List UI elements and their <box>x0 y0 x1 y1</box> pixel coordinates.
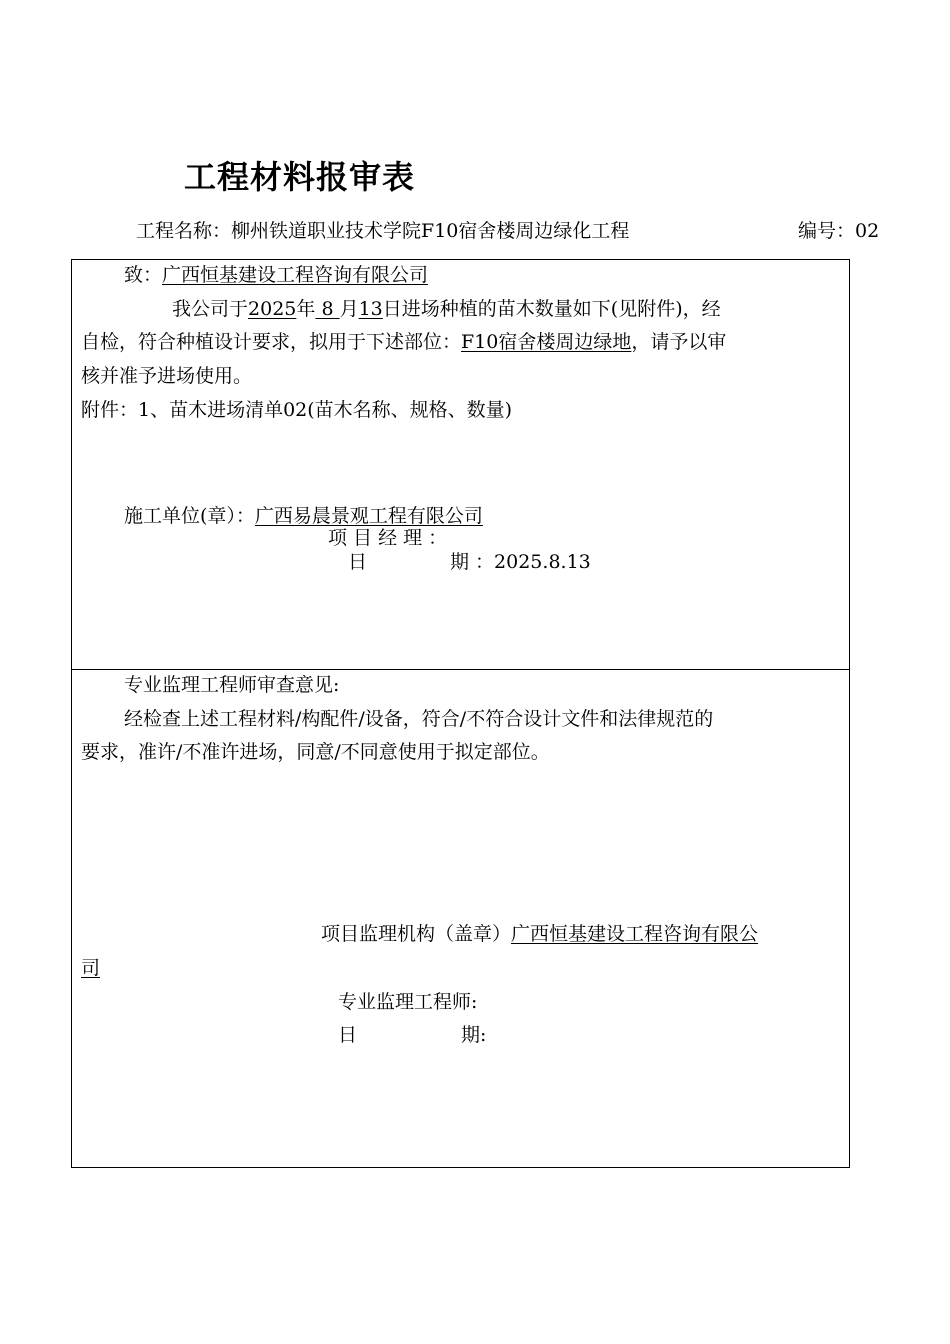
review-date-label-a: 日 <box>338 1024 358 1046</box>
submission-date-line <box>450 547 591 574</box>
submission-paragraph-line-1 <box>172 294 721 321</box>
contractor-label: 施工单位(章）： <box>124 505 255 527</box>
review-paragraph-line-2: 要求，准许/不准许进场，同意/不同意使用于拟定部位。 <box>81 741 550 763</box>
addressee-line <box>124 260 428 287</box>
entry-day: 13 <box>358 298 383 320</box>
project-name-line <box>136 216 629 243</box>
project-name-label: 工程名称： <box>136 220 232 242</box>
year-unit: 年 <box>296 298 316 320</box>
addressee-label: 致： <box>124 264 163 286</box>
submission-date-value: 2025.8.13 <box>494 551 591 573</box>
review-heading: 专业监理工程师审查意见: <box>124 674 340 696</box>
addressee-company: 广西恒基建设工程咨询有限公司 <box>162 264 429 286</box>
form-number-label: 编号： <box>798 220 856 242</box>
entry-month-value: 8 <box>321 298 334 320</box>
form-number-line <box>798 216 879 243</box>
month-unit: 月 <box>339 298 359 320</box>
submission-paragraph-line-2 <box>81 327 726 354</box>
submission-paragraph-line-3: 核并准予进场使用。 <box>81 365 253 387</box>
form-title: 工程材料报审表 <box>184 158 416 196</box>
submission-date-label-a: 日 <box>348 551 368 573</box>
submission-date-label-b: 期 ： <box>450 551 495 573</box>
supervision-org-name-end: 司 <box>81 957 101 979</box>
planting-location: F10宿舍楼周边绿地 <box>461 331 632 353</box>
supervising-engineer-label: 专业监理工程师: <box>338 991 478 1013</box>
review-date-label-b: 期: <box>461 1024 487 1046</box>
attachment-line: 附件：1、苗木进场清单02(苗木名称、规格、数量) <box>81 399 513 421</box>
paragraph-text: 我公司于 <box>172 298 249 320</box>
entry-year: 2025 <box>248 298 297 320</box>
review-paragraph-line-1: 经检查上述工程材料/构配件/设备，符合/不符合设计文件和法律规范的 <box>124 708 714 730</box>
paragraph-text: 自检，符合种植设计要求，拟用于下述部位： <box>81 331 462 353</box>
supervision-org-name-continued <box>81 953 100 980</box>
submission-section <box>71 259 850 670</box>
review-section <box>71 669 850 1168</box>
supervision-org-line <box>321 919 758 946</box>
project-name-value: 柳州铁道职业技术学院F10宿舍楼周边绿化工程 <box>231 220 630 242</box>
supervision-org-name: 广西恒基建设工程咨询有限公 <box>511 923 759 945</box>
supervision-org-label: 项目监理机构（盖章） <box>321 923 512 945</box>
project-manager-label: 项 目 经 理 ： <box>328 527 448 549</box>
form-number-value: 02 <box>855 220 880 242</box>
contractor-name: 广西易晨景观工程有限公司 <box>254 505 483 527</box>
entry-month <box>315 298 339 320</box>
paragraph-text: ，请予以审 <box>631 331 727 353</box>
paragraph-text: 日进场种植的苗木数量如下(见附件)，经 <box>382 298 721 320</box>
